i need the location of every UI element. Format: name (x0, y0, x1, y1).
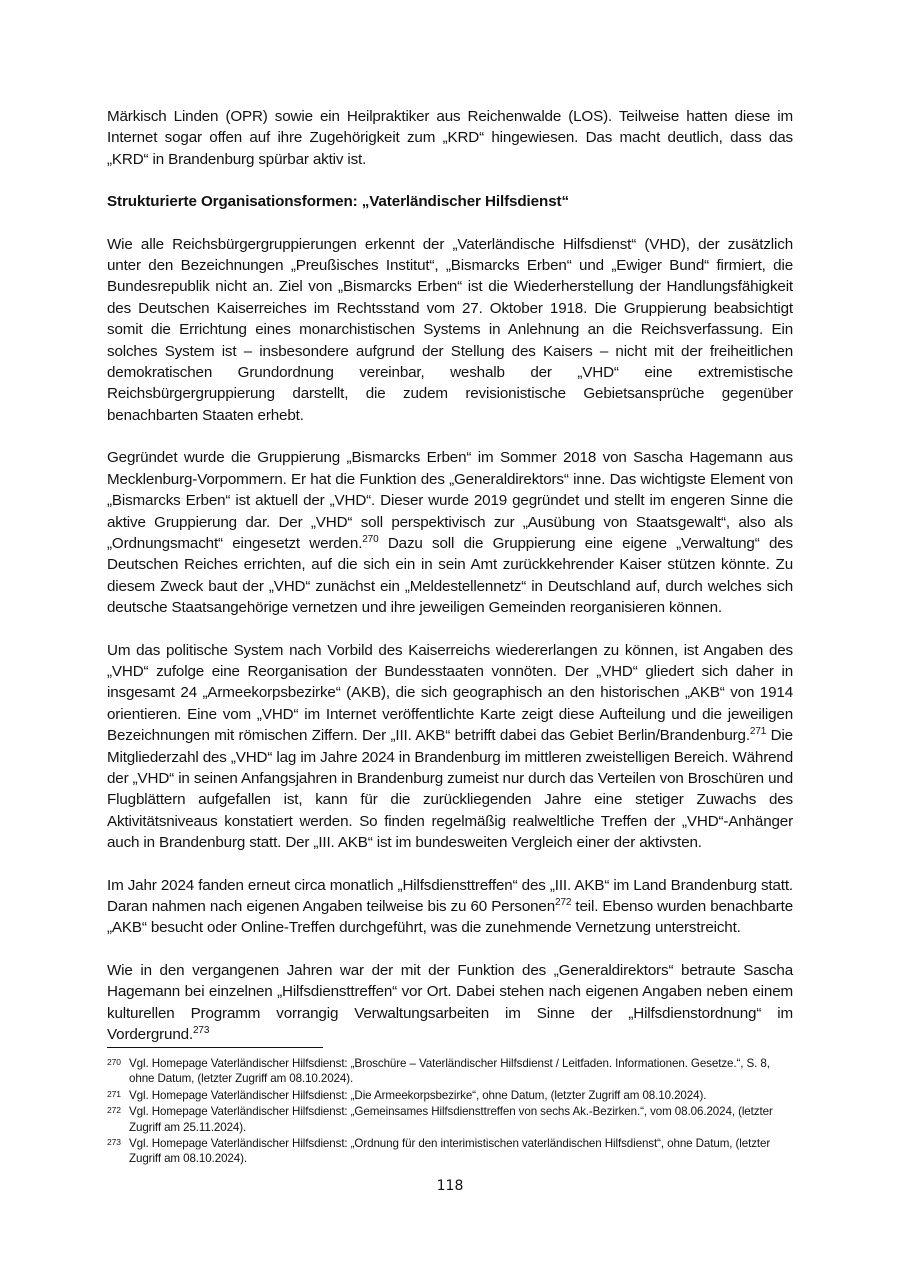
paragraph-founding (107, 447, 793, 618)
text-segment: Gegründet wurde die Gruppierung „Bismarcks Erben“ im Sommer 2018 von Sascha Hagemann aus Mecklenburg-Vorpommern. Er hat die Funktion des „Generaldirektors“ inne. Das wichtigste Element von „Bismarcks Erben“ ist aktuell der „VHD“. Dieser wurde 2019 gegründet und stellt im engeren Sinne die aktive Gruppierung dar. Der „VHD“ soll perspektivisch zur „Ausübung von Staatsgewalt“, also als „Ordnungsmacht“ eingesetzt werden. (107, 449, 793, 552)
footnote-273 (107, 1136, 793, 1167)
footnote-text: Vgl. Homepage Vaterländischer Hilfsdienst: „Broschüre – Vaterländischer Hilfsdienst / Leitfaden. Informationen. Gesetze.“, S. 8, ohne Datum, (letzter Zugriff am 08.10.2024). (129, 1057, 770, 1086)
paragraph-meetings (107, 875, 793, 939)
text-segment: Die Mitgliederzahl des „VHD“ lag im Jahre 2024 in Brandenburg im mittleren zweistelligen Bereich. Während der „VHD“ in seinen Anfangsjahren in Brandenburg zumeist nur durch das Verteilen von Broschüren und Flugblättern aufgefallen ist, kann für die zurückliegenden Jahre eine stetiger Zuwachs des Aktivitätsniveaus konstatiert werden. So finden regelmäßig realweltliche Treffen der „VHD“-Anhänger auch in Brandenburg statt. Der „III. AKB“ ist im bundesweiten Vergleich einer der aktivsten. (107, 727, 793, 852)
text-segment: Im Jahr 2024 fanden erneut circa monatlich „Hilfsdiensttreffen“ des „III. AKB“ im Land Brandenburg statt. Daran nahmen nach eigenen Angaben teilweise bis zu 60 Personen (107, 876, 793, 915)
paragraph-akb (107, 640, 793, 854)
footnotes (107, 1056, 793, 1168)
footnote-ref-270[interactable]: 270 (362, 533, 379, 545)
section-heading: Strukturierte Organisationsformen: „Vaterländischer Hilfsdienst“ (107, 193, 569, 211)
text-segment: Wie in den vergangenen Jahren war der mit der Funktion des „Generaldirektors“ betraute Sascha Hagemann bei einzelnen „Hilfsdiensttreffen“ vor Ort. Dabei stehen nach eigenen Angaben neben einem kulturellen Programm vorrangig Verwaltungsarbeiten im Sinne der „Hilfsdienstordnung“ im Vordergrund. (107, 961, 793, 1044)
text-segment: Dazu soll die Gruppierung eine eigene „Verwaltung“ des Deutschen Reiches errichten, auf die sich ein in sein Amt zurückkehrender Kaiser stützen könnte. Zu diesem Zweck baut der „VHD“ zunächst ein „Meldestellennetz“ in Deutschland auf, durch welches sich deutsche Staatsangehörige vernetzen und ihre jeweiligen Gemeinden reorganisieren können. (107, 534, 793, 617)
body-text (107, 106, 793, 1066)
paragraph-vhd-overview: Wie alle Reichsbürgergruppierungen erkennt der „Vaterländische Hilfsdienst“ (VHD), der zusätzlich unter den Bezeichnungen „Preußisches Institut“, „Bismarcks Erben“ und „Ewiger Bund“ firmiert, die Bundesrepublik nicht an. Ziel von „Bismarcks Erben“ ist die Wiederherstellung der Handlungsfähigkeit des Deutschen Kaiserreiches im Rechtsstand vom 27. Oktober 1918. Die Gruppierung beabsichtigt somit die Errichtung eines monarchistischen Systems in Anlehnung an die Reichsverfassung. Ein solches System ist – insbesondere aufgrund der Stellung des Kaisers – nicht mit der freiheitlichen demokratischen Grundordnung vereinbar, weshalb der „VHD“ eine extremistische Reichsbürgergruppierung darstellt, die zudem revisionistische Gebietsansprüche gegenüber benachbarten Staaten erhebt. (107, 235, 793, 424)
footnote-text: Vgl. Homepage Vaterländischer Hilfsdienst: „Gemeinsames Hilfsdiensttreffen von sechs Ak.-Bezirken.“, vom 08.06.2024, (letzter Zugriff am 25.11.2024). (129, 1105, 773, 1134)
text-segment: teil. Ebenso wurden benachbarte „AKB“ besucht oder Online-Treffen durchgeführt, was die zunehmende Vernetzung unterstreicht. (107, 898, 793, 937)
paragraph-intro: Märkisch Linden (OPR) sowie ein Heilpraktiker aus Reichenwalde (LOS). Teilweise hatten diese im Internet sogar offen auf ihre Zugehörigkeit zum „KRD“ hingewiesen. Das macht deutlich, dass das „KRD“ in Brandenburg spürbar aktiv ist. (107, 108, 793, 168)
footnote-number: 271 (107, 1088, 121, 1099)
footnote-ref-271[interactable]: 271 (749, 726, 767, 738)
paragraph-generaldirektor (107, 960, 793, 1046)
footnote-270 (107, 1056, 793, 1087)
footnote-number: 273 (107, 1137, 121, 1148)
page-number: 118 (436, 1178, 464, 1194)
footnote-number: 270 (107, 1057, 121, 1067)
footnote-text: Vgl. Homepage Vaterländischer Hilfsdienst: „Ordnung für den interimistischen vaterländischen Hilfsdienst“, ohne Datum, (letzter Zugriff am 08.10.2024). (129, 1137, 771, 1166)
footnote-text: Vgl. Homepage Vaterländischer Hilfsdienst: „Die Armeekorpsbezirke“, ohne Datum, (letzter Zugriff am 08.10.2024). (129, 1088, 707, 1102)
footnote-ref-272[interactable]: 272 (555, 896, 572, 908)
footnote-divider (107, 1047, 323, 1048)
footnote-271 (107, 1088, 793, 1103)
text-segment: Um das politische System nach Vorbild des Kaiserreichs wiedererlangen zu können, ist Angaben des „VHD“ zufolge eine Reorganisation der Bundesstaaten vonnöten. Der „VHD“ gliedert sich daher in insgesamt 24 „Armeekorpsbezirke“ (AKB), die sich geographisch an den historischen „AKB“ von 1914 orientieren. Eine vom „VHD“ im Internet veröffentlichte Karte zeigt diese Aufteilung und die jeweiligen Bezeichnungen mit römischen Ziffern. Der „III. AKB“ betrifft dabei das Gebiet Berlin/Brandenburg. (107, 641, 793, 745)
footnote-272 (107, 1104, 793, 1135)
footnote-number: 272 (107, 1105, 121, 1116)
footnote-ref-273[interactable]: 273 (193, 1024, 210, 1036)
